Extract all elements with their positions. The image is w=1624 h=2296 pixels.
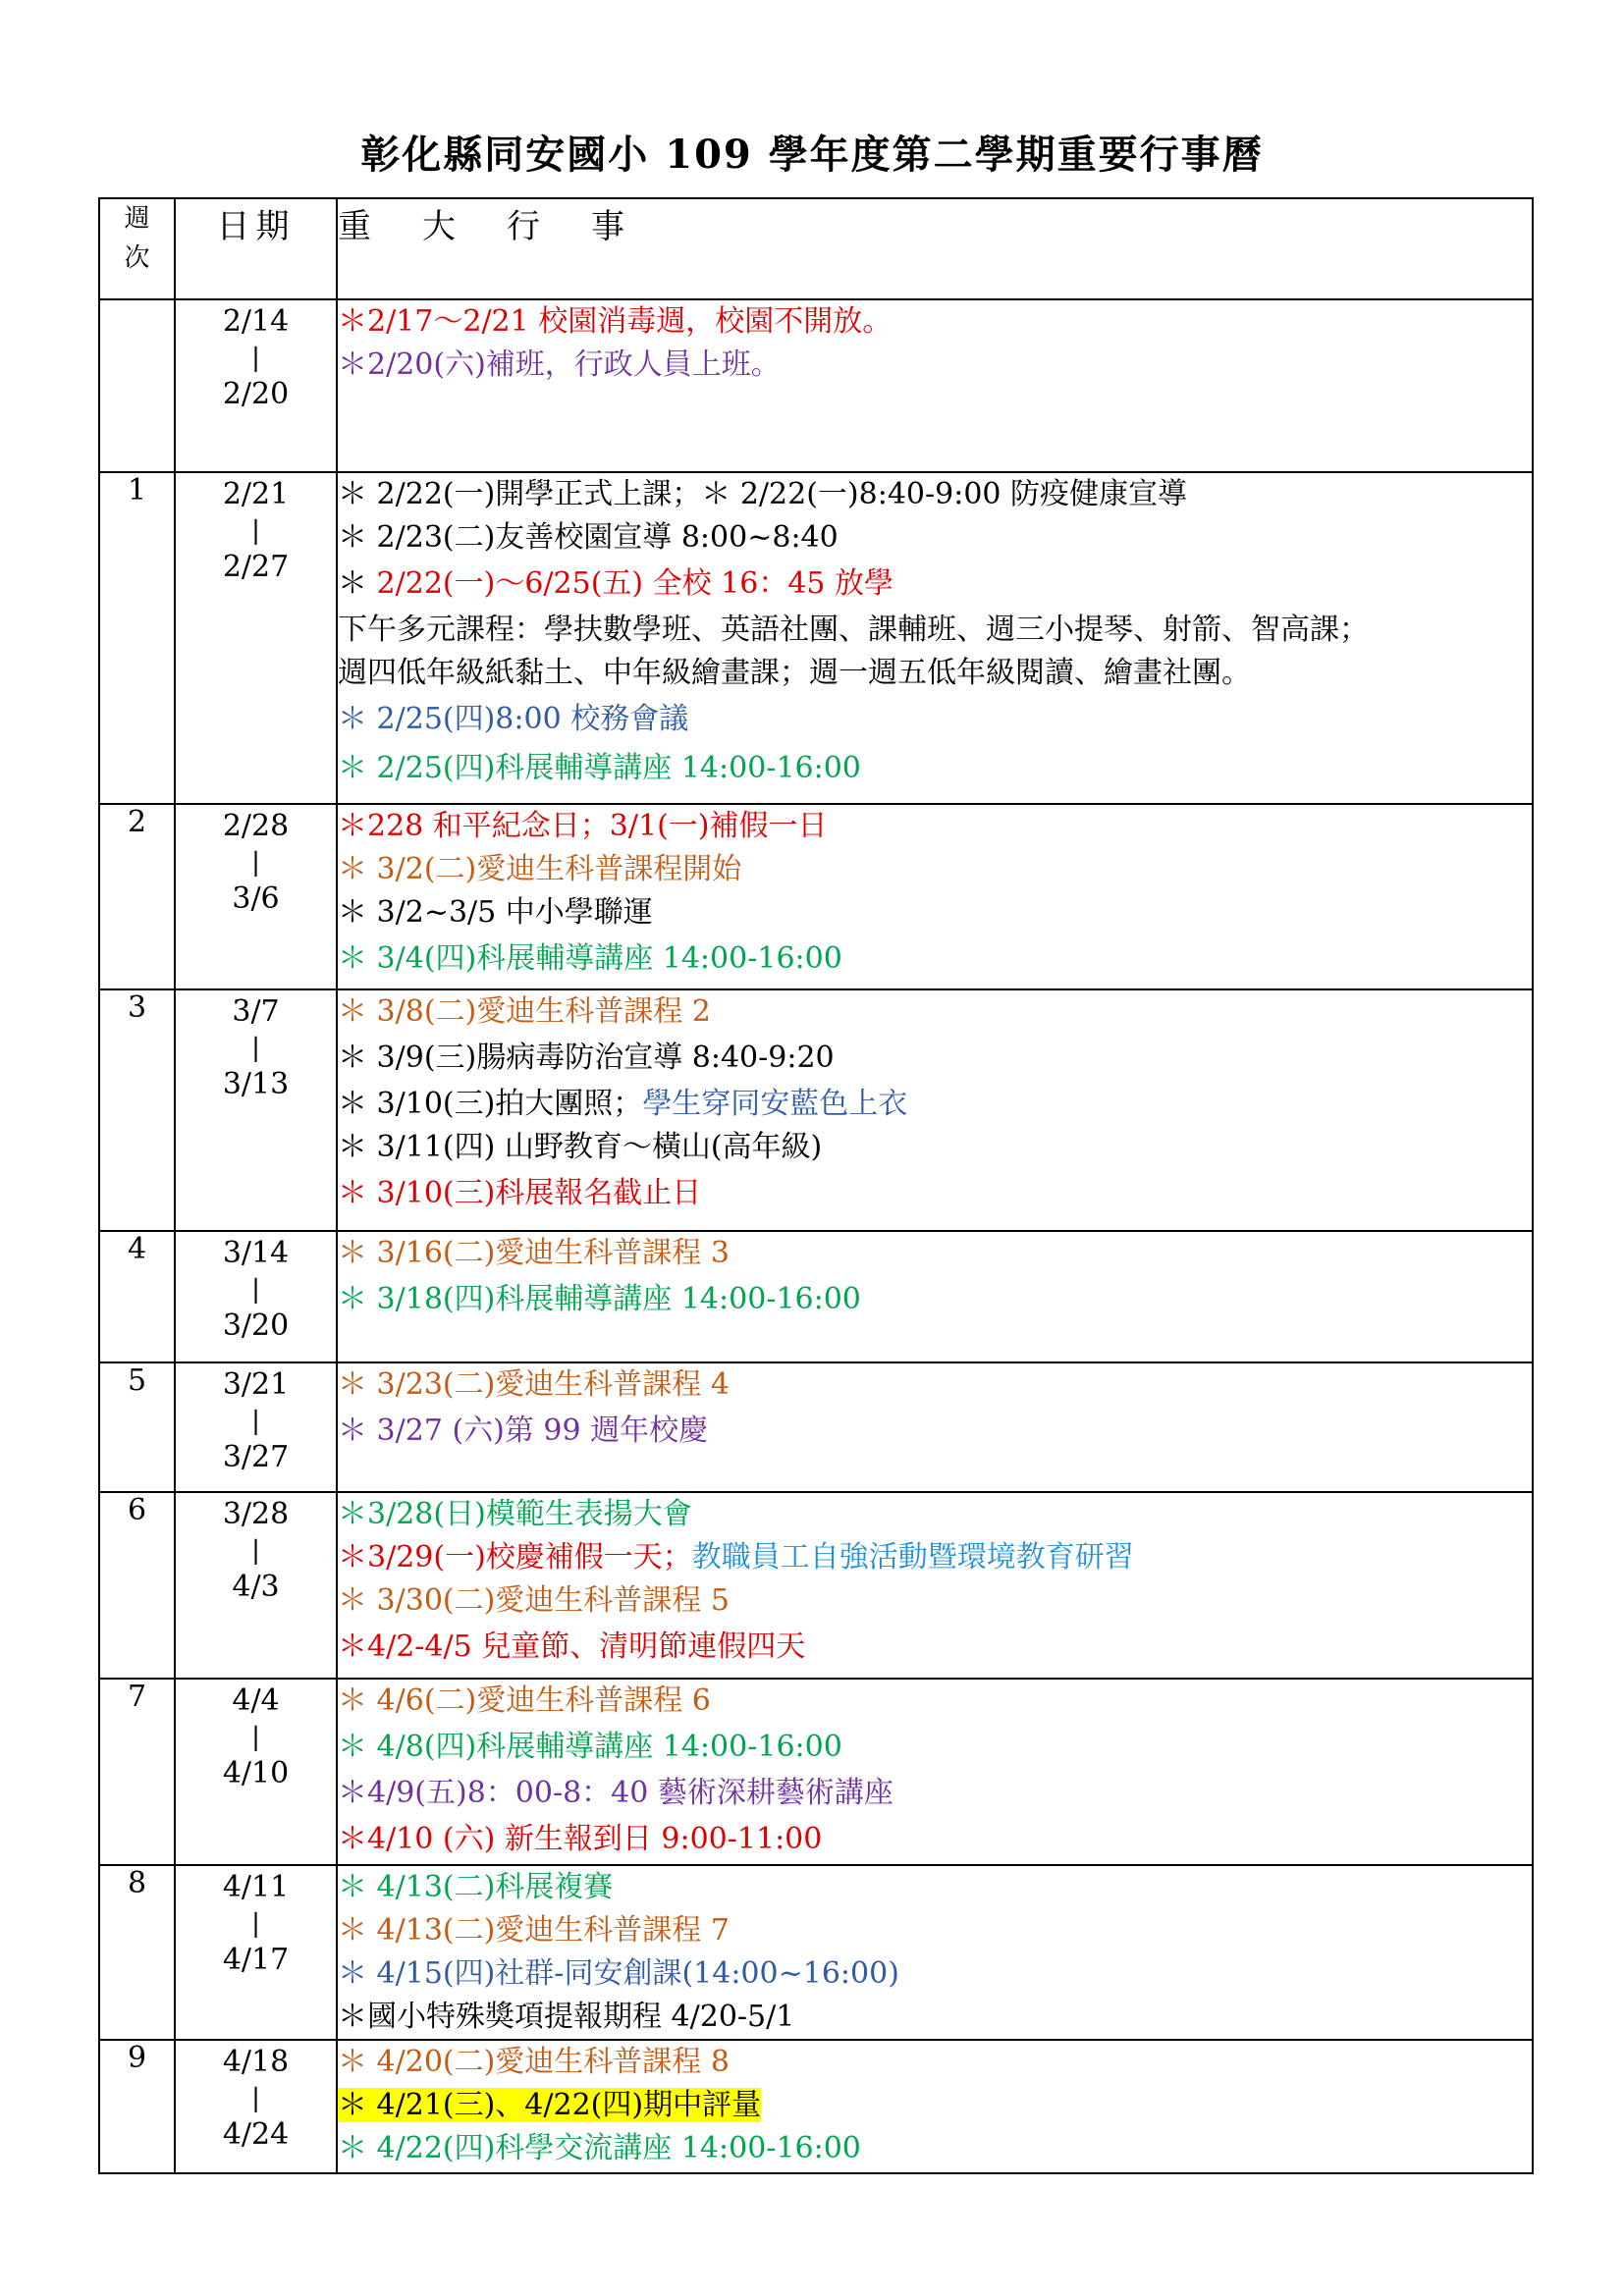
date-end: 3/6 [232,881,280,916]
event-item [338,1363,1532,1407]
date-separator: | [251,1407,260,1436]
date-end: 2/20 [222,377,290,411]
event-text: ＊ 3/27 (六)第 99 週年校慶 [338,1414,709,1448]
event-list [337,2040,1533,2173]
date-range [175,2040,337,2173]
event-item [338,1952,1532,1996]
event-item [338,652,1532,695]
event-text: ＊ 4/13(二)科展複賽 [338,1870,614,1904]
date-end: 3/27 [222,1440,290,1474]
event-text: ＊ 2/22(一)開學正式上課；＊ 2/22(一)8:40-9:00 防疫健康宣導 [338,477,1188,511]
week-number: 4 [99,1231,175,1362]
event-text: ＊3/29(一)校慶補假一天； [338,1540,692,1575]
event-text: ＊ 4/13(二)愛迪生科普課程 7 [338,1913,730,1948]
event-item [338,1083,1532,1126]
date-range-box [176,805,336,921]
date-range-box [176,990,336,1106]
date-start: 4/18 [222,2045,290,2079]
date-start: 3/14 [222,1236,290,1270]
event-text: 下午多元課程：學扶數學班、英語社團、課輔班、週三小提琴、射箭、智高課； [338,613,1369,647]
event-item [338,473,1532,516]
date-separator: | [251,344,260,373]
table-row [99,2040,1533,2173]
event-item [338,1623,1532,1672]
date-start: 4/4 [232,1683,280,1718]
table-row [99,989,1533,1231]
event-item [338,848,1532,891]
event-text: ＊4/9(五)8：00-8：40 藝術深耕藝術講座 [338,1776,893,1810]
event-item [338,1126,1532,1169]
header-week-line-2: 次 [124,243,150,273]
event-item [338,2127,1532,2170]
date-range-box [176,1680,336,1795]
header-event: 重大行事 [337,198,1533,299]
event-bullet: ＊ [338,566,377,601]
event-item [338,2084,1532,2127]
event-item [338,2041,1532,2084]
event-item [338,891,1532,934]
event-item [338,1866,1532,1909]
event-list [337,299,1533,472]
event-item [338,1034,1532,1083]
event-text: ＊4/10 (六) 新生報到日 9:00-11:00 [338,1822,823,1856]
event-text: ＊3/28(日)模範生表揚大會 [338,1497,692,1531]
event-item [338,1815,1532,1864]
event-text: ＊4/2-4/5 兒童節、清明節連假四天 [338,1629,806,1664]
week-number: 5 [99,1362,175,1492]
event-item [338,744,1532,793]
event-list [337,472,1533,804]
date-range-box [176,473,336,589]
date-range-box [176,300,336,416]
table-row [99,1492,1533,1679]
event-item [338,695,1532,744]
date-range [175,1492,337,1679]
event-item [338,344,1532,387]
week-number [99,299,175,472]
event-text: 週四低年級紙黏土、中年級繪畫課；週一週五低年級閱讀、繪畫社團。 [338,656,1251,690]
event-text: ＊ 4/21(三)、4/22(四)期中評量 [338,2088,762,2122]
event-text: ＊ 3/2(二)愛迪生科普課程開始 [338,852,742,886]
event-text: ＊ 3/8(二)愛迪生科普課程 2 [338,994,711,1029]
event-item [338,1772,1532,1815]
date-end: 3/13 [222,1067,290,1101]
event-text: ＊ 3/16(二)愛迪生科普課程 3 [338,1236,730,1270]
event-text: ＊ 2/25(四)8:00 校務會議 [338,702,689,736]
date-start: 2/21 [222,477,290,511]
event-text: ＊ 4/6(二)愛迪生科普課程 6 [338,1683,711,1718]
event-list [337,1362,1533,1492]
event-text: ＊2/20(六)補班，行政人員上班。 [338,347,781,382]
event-item [338,516,1532,560]
date-range [175,472,337,804]
event-item [338,1275,1532,1324]
date-start: 2/14 [222,304,290,339]
date-start: 3/28 [222,1497,290,1531]
event-text: ＊ 2/23(二)友善校園宣導 8:00~8:40 [338,520,839,555]
week-number: 7 [99,1679,175,1865]
event-item [338,1723,1532,1772]
event-text: ＊ 3/4(四)科展輔導講座 14:00-16:00 [338,941,842,976]
event-text: ＊ 3/18(四)科展輔導講座 14:00-16:00 [338,1282,861,1316]
event-text: ＊ 4/20(二)愛迪生科普課程 8 [338,2045,730,2079]
event-item [338,990,1532,1034]
event-text: ＊ 4/22(四)科學交流講座 14:00-16:00 [338,2131,861,2165]
event-list [337,804,1533,989]
event-item [338,1493,1532,1536]
event-list [337,1865,1533,2040]
event-item [338,1169,1532,1218]
date-start: 3/7 [232,994,280,1029]
event-text: ＊ 3/23(二)愛迪生科普課程 4 [338,1367,730,1402]
date-separator: | [251,1536,260,1566]
event-text: ＊ 3/2~3/5 中小學聯運 [338,895,653,930]
date-separator: | [251,516,260,546]
event-text: ＊國小特殊獎項提報期程 4/20-5/1 [338,2000,795,2034]
event-item [338,1579,1532,1623]
date-range-box [176,1363,336,1479]
event-text-tail: 學生穿同安藍色上衣 [642,1087,908,1121]
event-item [338,805,1532,848]
date-end: 4/10 [222,1756,290,1790]
event-text: ＊ 3/9(三)腸病毒防治宣導 8:40-9:20 [338,1041,835,1075]
event-list [337,1231,1533,1362]
date-range [175,299,337,472]
date-range-box [176,1232,336,1348]
date-range-box [176,1866,336,1982]
page-title: 彰化縣同安國小 109 學年度第二學期重要行事曆 [360,132,1264,178]
date-separator: | [251,1723,260,1752]
event-item [338,609,1532,652]
week-number: 9 [99,2040,175,2173]
event-item [338,1536,1532,1579]
week-number: 2 [99,804,175,989]
date-range [175,989,337,1231]
date-start: 2/28 [222,809,290,843]
date-range [175,1362,337,1492]
table-row [99,1679,1533,1865]
table-header-row [99,198,1533,299]
week-number: 6 [99,1492,175,1679]
table-row [99,1865,1533,2040]
date-range-box [176,2041,336,2157]
date-separator: | [251,848,260,878]
event-item [338,1909,1532,1952]
event-text: ＊ 3/11(四) 山野教育～橫山(高年級) [338,1130,823,1164]
event-item [338,1680,1532,1723]
table-row [99,1231,1533,1362]
event-item [338,560,1532,609]
table-row [99,804,1533,989]
date-range [175,1865,337,2040]
event-text: ＊ 3/10(三)科展報名截止日 [338,1176,702,1210]
date-end: 4/17 [222,1943,290,1977]
event-text: ＊ 3/10(三)拍大團照； [338,1087,643,1121]
table-row [99,1362,1533,1492]
event-list [337,989,1533,1231]
event-text: ＊2/17～2/21 校園消毒週，校園不開放。 [338,304,893,339]
date-end: 2/27 [222,550,290,584]
week-number: 3 [99,989,175,1231]
event-item [338,934,1532,984]
header-week [99,198,175,299]
event-list [337,1679,1533,1865]
date-separator: | [251,2084,260,2113]
date-separator: | [251,1275,260,1305]
date-range [175,1679,337,1865]
header-week-line-1: 週 [124,204,150,234]
event-text: ＊ 4/8(四)科展輔導講座 14:00-16:00 [338,1730,842,1764]
date-end: 3/20 [222,1308,290,1343]
date-end: 4/24 [222,2117,290,2152]
date-range [175,1231,337,1362]
date-end: 4/3 [232,1570,280,1604]
event-text: ＊228 和平紀念日；3/1(一)補假一日 [338,809,828,843]
event-text: ＊ 4/15(四)社群-同安創課(14:00~16:00) [338,1956,899,1991]
date-start: 3/21 [222,1367,290,1402]
week-number: 1 [99,472,175,804]
event-text-tail: 教職員工自強活動暨環境教育研習 [691,1540,1134,1575]
week-number: 8 [99,1865,175,2040]
date-start: 4/11 [222,1870,290,1904]
event-text: ＊ 2/25(四)科展輔導講座 14:00-16:00 [338,751,861,785]
table-row [99,299,1533,472]
date-separator: | [251,1034,260,1063]
event-item [338,300,1532,344]
header-date: 日期 [175,198,337,299]
calendar-table [98,197,1534,2174]
event-item [338,1996,1532,2039]
date-range [175,804,337,989]
event-text: ＊ 3/30(二)愛迪生科普課程 5 [338,1583,730,1618]
event-item [338,1232,1532,1275]
date-range-box [176,1493,336,1609]
event-list [337,1492,1533,1679]
event-text: 2/22(一)～6/25(五) 全校 16：45 放學 [376,566,894,601]
table-row [99,472,1533,804]
event-item [338,1407,1532,1456]
date-separator: | [251,1909,260,1939]
